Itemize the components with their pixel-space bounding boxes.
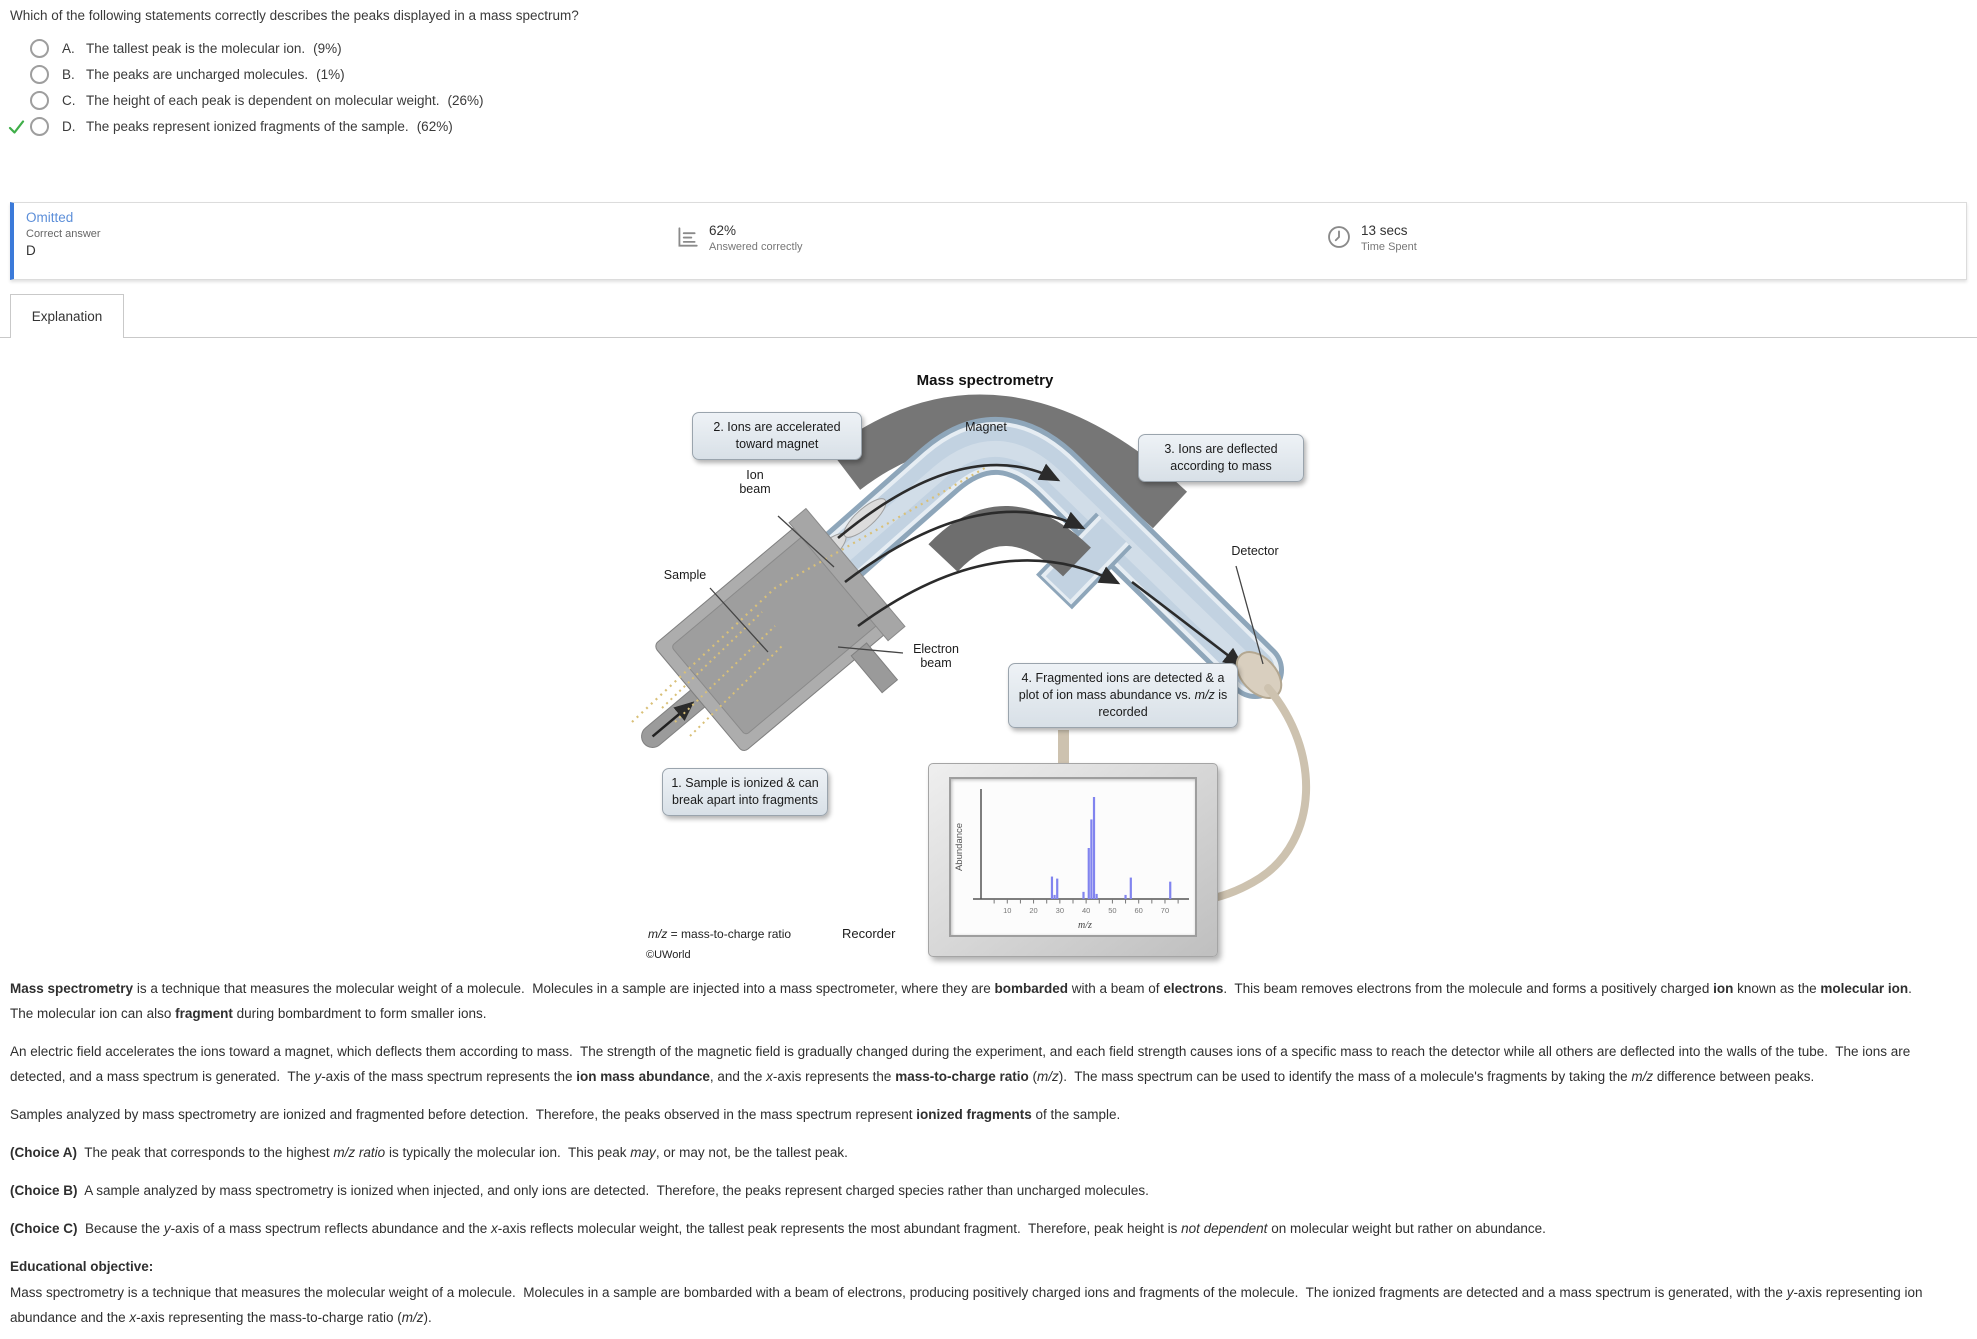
text-segment: x: [766, 1069, 773, 1084]
text-segment: may: [630, 1145, 656, 1160]
text-segment: (: [1028, 1069, 1037, 1084]
radio-button[interactable]: [30, 91, 49, 110]
radio-button[interactable]: [30, 39, 49, 58]
text-segment: 1. Sample is ionized & can break apart into fragments: [671, 776, 819, 807]
bar-chart-icon: [674, 224, 700, 255]
text-segment: Mass spectrometry: [10, 981, 134, 996]
text-segment: 3. Ions are deflected according to mass: [1164, 442, 1278, 473]
choice-letter: D.: [62, 119, 76, 134]
correct-check-icon: [8, 119, 30, 135]
choice-letter: B.: [62, 67, 75, 82]
text-segment: on molecular weight but rather on abundance.: [1267, 1221, 1546, 1236]
mass-spectrum-chart: [951, 779, 1195, 935]
answered-pct: 62%: [709, 223, 737, 238]
magnet-inner-arc: [943, 526, 1077, 562]
choice-text: The peaks represent ionized fragments of the sample.: [86, 119, 409, 134]
callout-step-3: [1138, 434, 1304, 482]
text-segment: not dependent: [1181, 1221, 1268, 1236]
ion-beam-label: Ion beam: [739, 468, 771, 496]
text-segment: m/z ratio: [333, 1145, 386, 1160]
text-segment: ionized fragments: [916, 1107, 1032, 1122]
choice-percentage: (26%): [447, 93, 484, 108]
svg-text:40: 40: [1081, 906, 1091, 915]
callout-step-2: [692, 412, 862, 460]
text-segment: x: [129, 1310, 137, 1325]
correct-check-icon: [8, 93, 30, 109]
text-segment: is typically the molecular ion. This peak: [385, 1145, 631, 1160]
clock-icon: [1326, 224, 1352, 255]
educational-objective-heading: [10, 1254, 1940, 1279]
tab-explanation[interactable]: [10, 294, 124, 338]
answer-choice[interactable]: [8, 40, 484, 57]
choice-letter: C.: [62, 93, 76, 108]
mz-footnote: [648, 927, 791, 941]
result-panel: [10, 202, 1967, 280]
explanation-paragraph: [10, 1102, 1940, 1127]
recorder-screen: [949, 777, 1197, 937]
text-segment: known as the: [1733, 981, 1821, 996]
text-segment: y: [1786, 1285, 1794, 1300]
text-segment: A sample analyzed by mass spectrometry is ionized when injected, and only ions are detected. Therefore, the peaks represent charged species rather than uncharged molecules.: [77, 1183, 1149, 1198]
answered-correctly-stat: [674, 223, 803, 255]
text-segment: m/z: [1631, 1069, 1654, 1084]
text-segment: is recorded: [1098, 687, 1228, 719]
explanation-body: [10, 976, 1940, 1339]
text-segment: with a beam of: [1068, 981, 1164, 996]
svg-text:50: 50: [1108, 906, 1117, 915]
choice-percentage: (1%): [316, 67, 345, 82]
text-segment: m/z: [1037, 1069, 1059, 1084]
result-summary: [26, 210, 101, 258]
figure-title: Mass spectrometry: [916, 372, 1054, 389]
choice-text: The tallest peak is the molecular ion.: [86, 41, 306, 56]
explanation-paragraph: [10, 1039, 1940, 1089]
text-segment: Because the: [77, 1221, 164, 1236]
radio-button[interactable]: [30, 117, 49, 136]
text-segment: , or may not, be the tallest peak.: [655, 1145, 848, 1160]
text-segment: . This beam removes electrons from the molecule and forms a positively charged: [1223, 981, 1714, 996]
choice-text: The peaks are uncharged molecules.: [86, 67, 309, 82]
text-segment: electrons: [1163, 981, 1224, 996]
question-text: Which of the following statements correctly describes the peaks displayed in a mass spectrum?: [10, 8, 579, 23]
text-segment: y: [314, 1069, 322, 1084]
correct-answer-label: Correct answer: [26, 228, 101, 240]
text-segment: 2. Ions are accelerated toward magnet: [713, 420, 841, 451]
text-segment: , and the: [709, 1069, 767, 1084]
tab-bar: [0, 294, 1977, 338]
text-segment: during bombardment to form smaller ions.: [232, 1006, 487, 1021]
text-segment: m/z: [1194, 687, 1215, 702]
recorder-device: [928, 763, 1218, 957]
svg-text:60: 60: [1134, 906, 1143, 915]
text-segment: difference between peaks.: [1653, 1069, 1815, 1084]
callout-step-4: [1008, 663, 1238, 728]
text-segment: -axis of a mass spectrum reflects abundance and the: [170, 1221, 491, 1236]
text-segment: -axis reflects molecular weight, the tallest peak represents the most abundant fragment. Therefore, peak height is: [497, 1221, 1182, 1236]
svg-text:m/z: m/z: [1078, 920, 1092, 931]
text-segment: ion: [1713, 981, 1734, 996]
text-segment: . The molecular ion can also: [10, 981, 1920, 1021]
text-segment: mass-to-charge ratio: [895, 1069, 1029, 1084]
text-segment: fragment: [175, 1006, 233, 1021]
text-segment: of the sample.: [1031, 1107, 1121, 1122]
svg-text:10: 10: [1003, 906, 1012, 915]
choice-text: The height of each peak is dependent on molecular weight.: [86, 93, 440, 108]
magnet-label: Magnet: [965, 420, 1007, 434]
text-segment: ion mass abundance: [576, 1069, 710, 1084]
text-segment: x: [490, 1221, 498, 1236]
mass-spectrometry-figure: [520, 370, 1350, 976]
tab-explanation-label: Explanation: [31, 309, 103, 324]
svg-text:70: 70: [1160, 906, 1170, 915]
text-segment: ). The mass spectrum can be used to identify the mass of a molecule's fragments by taking the: [1058, 1069, 1632, 1084]
explanation-paragraph: [10, 1280, 1940, 1330]
text-segment: (Choice B): [10, 1183, 78, 1198]
time-spent-stat: [1326, 223, 1417, 255]
text-segment: Mass spectrometry is a technique that measures the molecular weight of a molecule. Molecules in a sample are bombarded with a beam of electrons, producing positively charged ions and fragments of the molecule. The ionized fragments are detected and a mass spectrum is generated, with the: [10, 1285, 1787, 1300]
choice-letter: A.: [62, 41, 75, 56]
text-segment: molecular ion: [1820, 981, 1909, 996]
text-segment: bombarded: [994, 981, 1069, 996]
text-segment: -axis representing the mass-to-charge ratio (: [136, 1310, 402, 1325]
text-segment: -axis represents the: [772, 1069, 896, 1084]
text-segment: y: [163, 1221, 171, 1236]
svg-text:30: 30: [1055, 906, 1065, 915]
choice-percentage: (62%): [416, 119, 453, 134]
answer-choices: [8, 40, 484, 144]
explanation-paragraph: [10, 1216, 1940, 1241]
answer-choice[interactable]: [8, 66, 484, 83]
correct-answer-value: D: [26, 243, 36, 258]
callout-step-1: [662, 768, 828, 816]
text-segment: An electric field accelerates the ions toward a magnet, which deflects them according to mass. The strength of the magnetic field is gradually changed during the experiment, and each field strength causes ions of a specific mass to reach the detector while all others are deflected into the walls of the tube. The ions are detected, and a mass spectrum is generated. The: [10, 1044, 1915, 1084]
correct-check-icon: [8, 67, 30, 83]
svg-text:20: 20: [1029, 906, 1038, 915]
electron-beam-label: Electron beam: [913, 642, 959, 670]
text-segment: 4. Fragmented ions are detected & a plot of ion mass abundance vs.: [1018, 671, 1225, 702]
text-segment: m/z: [401, 1310, 424, 1325]
radio-button[interactable]: [30, 65, 49, 84]
answer-choice[interactable]: [8, 118, 484, 135]
result-status: Omitted: [26, 210, 74, 225]
recorder-label: Recorder: [842, 926, 896, 941]
text-segment: -axis representing ion abundance and the: [10, 1285, 1927, 1325]
text-segment: = mass-to-charge ratio: [667, 927, 792, 941]
detector-label: Detector: [1231, 544, 1279, 558]
explanation-paragraph: [10, 1140, 1940, 1165]
choice-percentage: (9%): [313, 41, 342, 56]
text-segment: Educational objective:: [10, 1259, 154, 1274]
text-segment: (Choice C): [10, 1221, 78, 1236]
text-segment: ).: [423, 1310, 432, 1325]
correct-check-icon: [8, 41, 30, 57]
text-segment: (Choice A): [10, 1145, 77, 1160]
text-segment: m/z: [648, 927, 668, 941]
explanation-paragraph: [10, 976, 1940, 1026]
sample-label: Sample: [663, 568, 707, 582]
time-value: 13 secs: [1361, 223, 1408, 238]
answer-choice[interactable]: [8, 92, 484, 109]
explanation-paragraph: [10, 1178, 1940, 1203]
text-segment: -axis of the mass spectrum represents the: [321, 1069, 577, 1084]
text-segment: Samples analyzed by mass spectrometry are ionized and fragmented before detection. Therefore, the peaks observed in the mass spectrum represent: [10, 1107, 917, 1122]
answered-label: Answered correctly: [709, 241, 803, 253]
text-segment: is a technique that measures the molecular weight of a molecule. Molecules in a sample are injected into a mass spectrometer, where they are: [133, 981, 995, 996]
text-segment: The peak that corresponds to the highest: [77, 1145, 334, 1160]
svg-text:Abundance: Abundance: [954, 822, 965, 872]
copyright-text: ©UWorld: [646, 949, 691, 961]
time-label: Time Spent: [1361, 241, 1417, 253]
